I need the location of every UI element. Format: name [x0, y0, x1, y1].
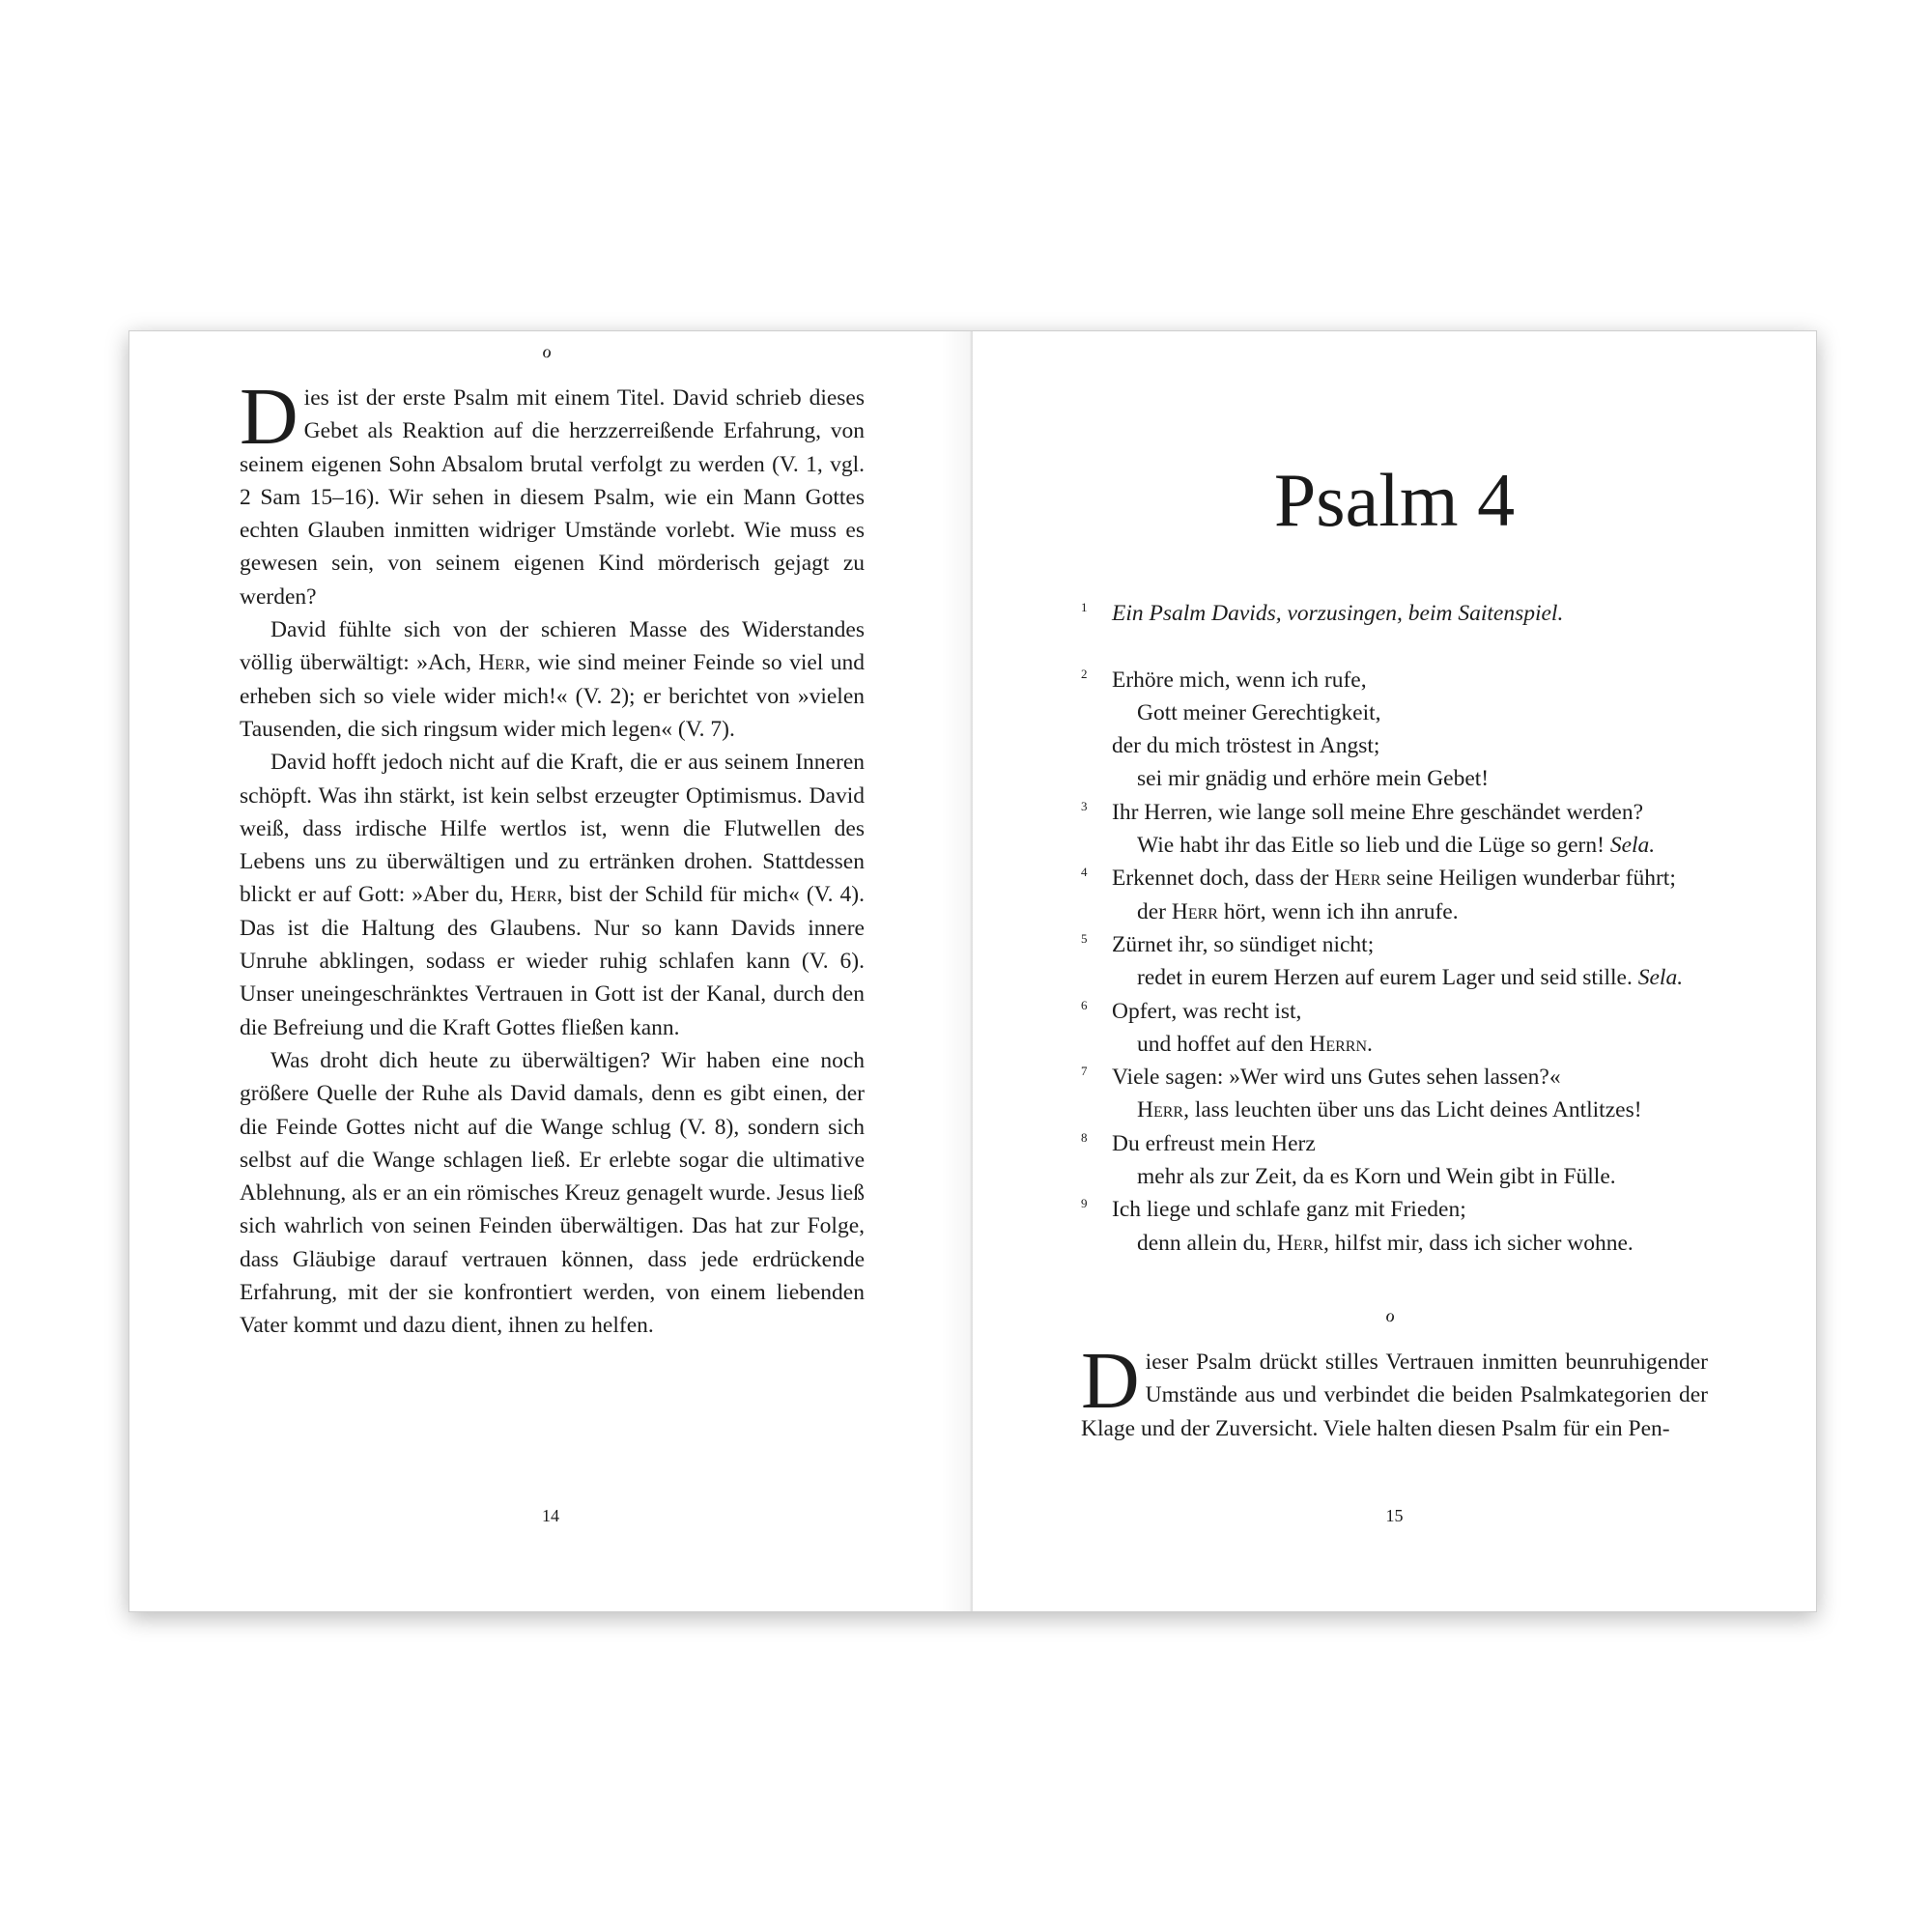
verse-number: 2 [1081, 666, 1088, 681]
verse-number: 8 [1081, 1129, 1088, 1145]
verse-segment: Ich liege und schlafe ganz mit Frieden; [1112, 1197, 1466, 1223]
verse-segment: der [1137, 898, 1172, 924]
verse-line [1081, 1193, 1738, 1226]
verse-number: 4 [1081, 865, 1088, 880]
body-paragraph [240, 1044, 865, 1343]
verse-text [1112, 862, 1676, 895]
verse-number: 3 [1081, 798, 1088, 813]
dropcap: D [240, 372, 298, 462]
verse-line [1081, 1127, 1738, 1160]
verse-line [1081, 895, 1738, 928]
verse-segment: denn allein du, [1137, 1230, 1277, 1256]
verse-text [1137, 1227, 1634, 1260]
psalm-title: Psalm 4 [1273, 458, 1516, 542]
commentary-paragraph [1081, 1336, 1708, 1445]
verse-line [1081, 829, 1738, 862]
sela-marker: Sela. [1637, 965, 1684, 991]
verse-text [1137, 1028, 1373, 1061]
verse-segment: sei mir gnädig und erhöre mein Gebet! [1137, 766, 1490, 792]
verse-segment: und hoffet auf den [1137, 1031, 1310, 1057]
ornament-icon: ℴ [542, 339, 553, 363]
verse-text [1137, 829, 1655, 862]
right-commentary-text [1081, 1336, 1708, 1445]
right-page [973, 331, 1816, 1611]
paragraph-text: , bist der Schild für mich« (V. 4). Das ist die Haltung des Glaubens. Nur so kann Davids innere Unruhe abklingen, sodass er wieder ruhig schlafen kann (V. 6). Unser uneingeschränktes Vertrauen in Gott ist der Kanal, durch den die Befreiung und die Kraft Gottes fließen kann. [240, 882, 865, 1040]
verse-segment: Wie habt ihr das Eitle so lieb und die Lüge so gern! [1137, 833, 1610, 859]
divine-name: Herr [478, 650, 526, 676]
verse-segment: Erkennet doch, dass der [1112, 866, 1335, 892]
verse-segment: Ein Psalm Davids, vorzusingen, beim Saitenspiel. [1112, 601, 1564, 626]
verse-line [1081, 796, 1738, 829]
verse-line [1081, 1094, 1738, 1126]
verse-segment: Gott meiner Gerechtigkeit, [1137, 699, 1381, 725]
verse-line [1081, 1061, 1738, 1094]
verse-line [1081, 995, 1738, 1028]
verse-segment: der du mich tröstest in Angst; [1112, 733, 1380, 759]
verse-segment: seine Heiligen wunderbar führt; [1380, 866, 1676, 892]
book-spread [128, 330, 1817, 1612]
verse-segment: , lass leuchten über uns das Licht deines Antlitzes! [1183, 1097, 1642, 1123]
page-number-right: 15 [1385, 1506, 1404, 1525]
sela-marker: Sela. [1609, 833, 1656, 859]
verse-text [1112, 1193, 1466, 1226]
gutter-shade-left [941, 331, 970, 1611]
verse-number: 1 [1081, 600, 1088, 614]
verse-segment: Ihr Herren, wie lange soll meine Ehre geschändet werden? [1112, 799, 1644, 825]
body-paragraph [240, 613, 865, 746]
paragraph-text: Was droht dich heute zu überwältigen? Wir haben eine noch größere Quelle der Ruhe als David damals, denn es gibt einen, der die Feinde Gottes nicht auf die Wange schlug (V. 8), sondern sich selbst auf die Wange schlagen ließ. Er erlebte sogar die ultimative Ablehnung, als er an ein römisches Kreuz genagelt wurde. Jesus ließ sich wahrlich von seinen Feinden überwältigen. Das hat zur Folge, dass Gläubige darauf vertrauen können, dass jede erdrückende Erfahrung, mit der sie konfrontiert werden, von einem liebenden Vater kommt und dazu dient, ihnen zu helfen. [240, 1047, 865, 1339]
verse-text [1112, 729, 1379, 762]
left-page [129, 331, 972, 1611]
verse-segment: redet in eurem Herzen auf eurem Lager und seid stille. [1137, 965, 1638, 991]
divine-name: Herr [1137, 1097, 1184, 1123]
paragraph-text: ies ist der erste Psalm mit einem Titel. David schrieb dieses Gebet als Reaktion auf die herzzerreißende Erfahrung, von seinem eigenen Sohn Absalom brutal verfolgt zu werden (V. 1, vgl. 2 Sam 15–16). Wir sehen in diesem Psalm, wie ein Mann Gottes echten Glauben inmitten widriger Umstände vorlebt. Wie muss es gewesen sein, von seinem eigenen Kind mörderisch gejagt zu werden? [240, 385, 865, 610]
verse-segment: Erhöre mich, wenn ich rufe, [1112, 667, 1367, 693]
paragraph-text: David fühlte sich von der schieren Masse des Widerstandes völlig überwältigt: »Ach, [240, 617, 865, 676]
verse-gap [1081, 630, 1738, 663]
verse-text [1112, 1061, 1561, 1094]
verse-line [1081, 928, 1738, 961]
left-body-text [240, 372, 865, 1343]
psalm-superscription [1112, 597, 1563, 630]
verse-line [1081, 696, 1738, 729]
divine-name: Herrn [1309, 1031, 1368, 1057]
verse-text [1137, 762, 1489, 795]
ornament-icon-right: ℴ [1385, 1303, 1396, 1327]
dropcap: D [1081, 1336, 1140, 1426]
divine-name: Herr [510, 882, 557, 908]
verse-text [1137, 895, 1459, 928]
verse-segment: Zürnet ihr, so sündiget nicht; [1112, 931, 1375, 957]
body-paragraph [240, 372, 865, 613]
verse-line [1081, 1160, 1738, 1193]
verse-number: 6 [1081, 997, 1088, 1012]
verse-text [1137, 1160, 1616, 1193]
divine-name: Herr [1171, 898, 1218, 924]
verse-number: 7 [1081, 1064, 1088, 1079]
page-number-left: 14 [542, 1506, 559, 1525]
verse-line [1081, 664, 1738, 696]
verse-line [1081, 597, 1738, 630]
verse-line [1081, 961, 1738, 994]
commentary-text: ieser Psalm drückt stilles Vertrauen inmitten beunruhigender Umstände aus und verbindet die beiden Psalmkategorien der Klage und der Zuversicht. Viele halten diesen Psalm für ein Pen- [1081, 1350, 1708, 1441]
verse-text [1112, 664, 1367, 696]
verse-segment: . [1367, 1031, 1373, 1057]
paragraph-text: , wie sind meiner Feinde so viel und erheben sich so viele wider mich!« (V. 2); er berichtet von »vielen Tausenden, die sich ringsum wider mich legen« (V. 7). [240, 650, 865, 742]
verse-text [1112, 928, 1374, 961]
verse-text [1137, 1094, 1642, 1126]
verse-text [1112, 796, 1643, 829]
verse-segment: Du erfreust mein Herz [1112, 1130, 1316, 1156]
verse-text [1137, 961, 1683, 994]
verse-number: 9 [1081, 1196, 1088, 1211]
verse-segment: , hilfst mir, dass ich sicher wohne. [1322, 1230, 1634, 1256]
verse-line [1081, 762, 1738, 795]
verse-segment: mehr als zur Zeit, da es Korn und Wein gibt in Fülle. [1137, 1164, 1616, 1190]
verse-text [1112, 1127, 1316, 1160]
verse-text [1112, 995, 1301, 1028]
body-paragraph [240, 746, 865, 1044]
verse-line [1081, 862, 1738, 895]
verse-line [1081, 1028, 1738, 1061]
paragraph-text: David hofft jedoch nicht auf die Kraft, die er aus seinem Inneren schöpft. Was ihn stärkt, ist kein selbst erzeugter Optimismus. David weiß, dass irdische Hilfe wertlos ist, wenn die Flutwellen des Lebens uns zu überwältigen und zu ertränken drohen. Stattdessen blickt er auf Gott: »Aber du, [240, 750, 865, 908]
verse-line [1081, 1227, 1738, 1260]
psalm-verses [1081, 597, 1738, 1260]
verse-line [1081, 729, 1738, 762]
verse-segment: Opfert, was recht ist, [1112, 998, 1302, 1024]
verse-segment: Viele sagen: »Wer wird uns Gutes sehen lassen?« [1112, 1065, 1561, 1091]
verse-number: 5 [1081, 930, 1088, 946]
divine-name: Herr [1276, 1230, 1323, 1256]
verse-text [1137, 696, 1381, 729]
divine-name: Herr [1334, 866, 1381, 892]
verse-segment: hört, wenn ich ihn anrufe. [1217, 898, 1459, 924]
